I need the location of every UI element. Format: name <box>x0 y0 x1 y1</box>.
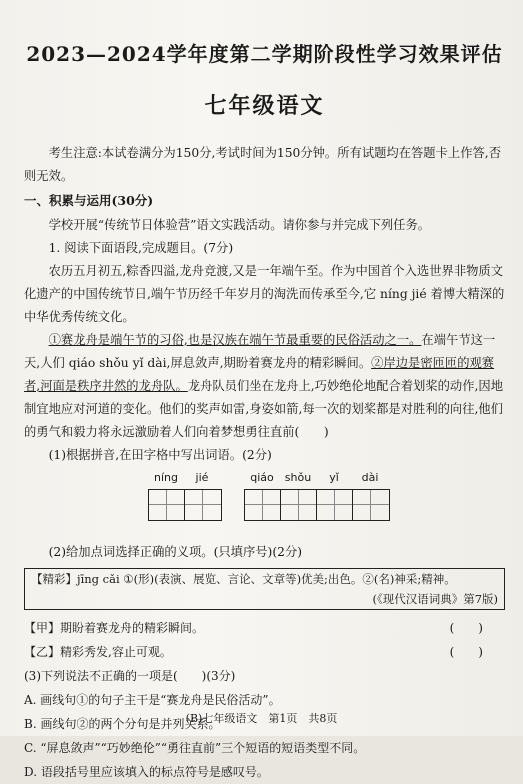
pinyin-grids <box>24 471 505 535</box>
task1-title: 1. 阅读下面语段,完成题目。(7分) <box>48 241 234 255</box>
tianzige-cell[interactable] <box>185 490 221 520</box>
option-a[interactable]: A. 画线句①的句子主干是“赛龙舟是民俗活动”。 <box>24 693 281 707</box>
underlined-sentence-1: ①赛龙舟是端午节的习俗,也是汉族在端午节最重要的民俗活动之一。 <box>48 333 422 347</box>
para2-part-d: 龙舟队员们坐在龙舟上,巧妙绝伦地配合着划桨的动作,因地制宜地应对河道的变化。他们的奖声如雷,身姿如箭,每一次的划桨都是对胜利的向往,他们的勇气和毅力将永远激励着人们向着梦想勇往直前( ) <box>24 379 504 439</box>
page-footer: (B)七年级语文 第1页 共8页 <box>185 712 338 725</box>
grid-group-a <box>148 471 222 521</box>
q2-text: (2)给加点词选择正确的义项。(只填序号)(2分) <box>48 545 303 559</box>
answer-blank[interactable]: ( ) <box>449 645 483 659</box>
subject-title: 七年级语文 <box>204 93 325 119</box>
pinyin-label: jié <box>195 471 209 484</box>
dict-entry: 【精彩】jīng cǎi ①(形)(表演、展览、言论、文章等)优美;出色。②(名)神采;精神。 <box>31 572 456 586</box>
pinyin-label: qiáo <box>250 471 274 484</box>
grid-group-b <box>244 471 390 521</box>
section1-heading: 一、积累与运用(30分) <box>24 193 154 208</box>
pinyin-label: shǒu <box>284 471 312 484</box>
tianzige-cell[interactable] <box>353 490 389 520</box>
q2-item-a: 【甲】期盼着赛龙舟的精彩瞬间。 ( ) <box>24 616 505 640</box>
option-b[interactable]: B. 画线句②的两个分句是并列关系。 <box>24 717 221 731</box>
pinyin-label: yǐ <box>329 471 339 484</box>
tianzige-cell[interactable] <box>281 490 317 520</box>
notice-text: 考生注意:本试卷满分为150分,考试时间为150分钟。所有试题均在答题卡上作答,否则无效。 <box>24 146 501 183</box>
dict-source: (《现代汉语词典》第7版) <box>372 592 498 606</box>
option-c[interactable]: C. “屏息敛声”“巧妙绝伦”“勇往直前”三个短语的短语类型不同。 <box>24 741 366 755</box>
answer-blank[interactable]: ( ) <box>449 621 483 635</box>
pinyin-label: níng <box>154 471 178 484</box>
passage-para1: 农历五月初五,粽香四溢,龙舟竞渡,又是一年端午至。作为中国首个入选世界非物质文化遗产的中国传统节日,端午节历经千年岁月的淘洗而传承至今,它 níng jié 着博大精深的中华优秀传统文化。 <box>24 264 505 324</box>
tianzige-cell[interactable] <box>317 490 353 520</box>
q1-text: (1)根据拼音,在田字格中写出词语。(2分) <box>48 448 272 462</box>
underlined-sentence-2: ②岸边是密匝匝的观赛者,河面是秩序井然的龙舟队。 <box>24 356 495 393</box>
para2-part-b: 在端午节这一天,人们 qiáo shǒu yǐ dài,屏息敛声,期盼着赛龙舟的精彩瞬间。 <box>24 333 496 370</box>
pinyin-label: dài <box>361 471 379 484</box>
dictionary-box <box>24 568 505 610</box>
passage-para2 <box>24 329 505 444</box>
section1-intro: 学校开展“传统节日体验营”语文实践活动。请你参与并完成下列任务。 <box>48 218 431 232</box>
tianzige-cell[interactable] <box>149 490 185 520</box>
q3-text: (3)下列说法不正确的一项是( )(3分) <box>24 669 236 683</box>
tianzige-cell[interactable] <box>245 490 281 520</box>
q2-item-b: 【乙】精彩秀发,容止可观。 ( ) <box>24 640 505 664</box>
exam-title: 2023—2024学年度第二学期阶段性学习效果评估 <box>26 42 503 66</box>
option-d[interactable]: D. 语段括号里应该填入的标点符号是感叹号。 <box>24 765 269 779</box>
